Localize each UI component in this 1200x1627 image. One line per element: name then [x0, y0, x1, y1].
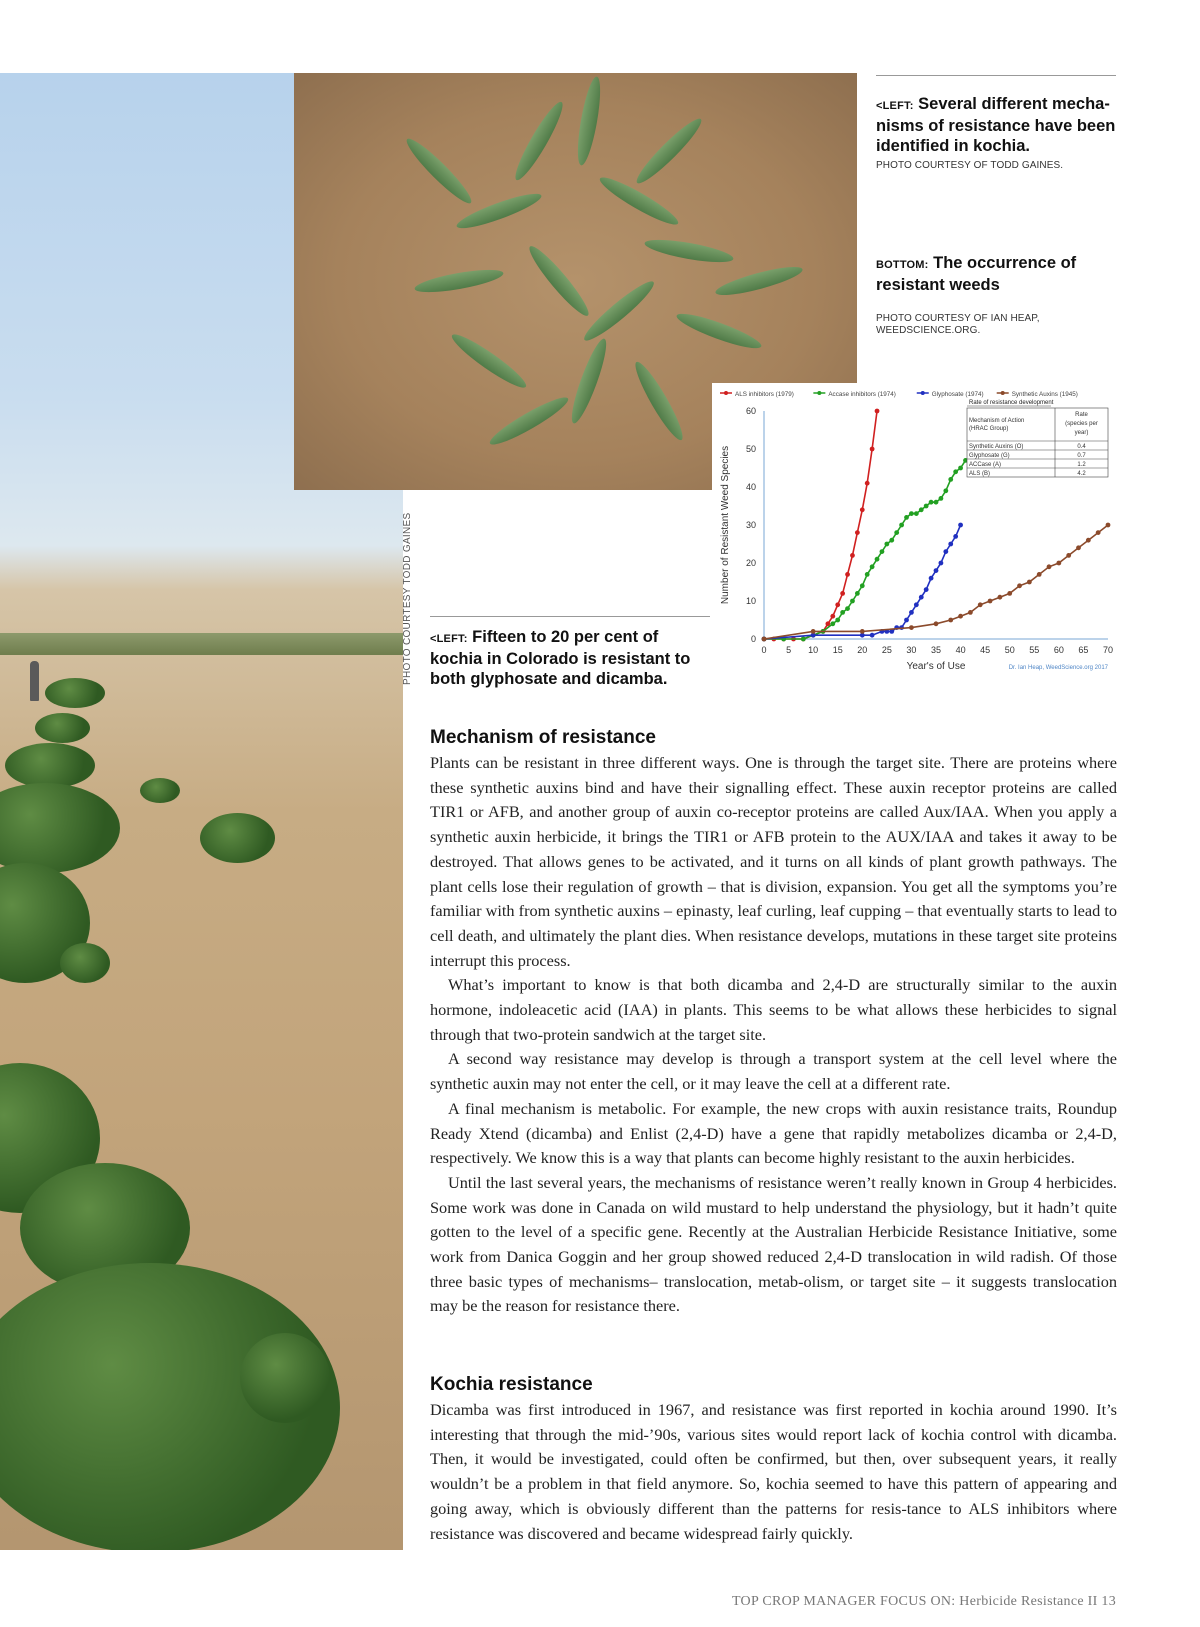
legend-label: ALS inhibitors (1979): [735, 391, 794, 398]
data-point: [855, 530, 860, 535]
data-point: [762, 637, 767, 642]
data-point: [850, 599, 855, 604]
inset-table-cell: 0.7: [1077, 453, 1086, 459]
x-tick-label: 35: [930, 645, 942, 655]
data-point: [1007, 591, 1012, 596]
data-point: [830, 614, 835, 619]
data-point: [884, 542, 889, 547]
data-point: [988, 599, 993, 604]
data-point: [943, 488, 948, 493]
data-point: [845, 572, 850, 577]
data-point: [939, 496, 944, 501]
caption-top-tag: <LEFT:: [876, 100, 914, 112]
data-point: [948, 477, 953, 482]
inset-table-header: Rate: [1075, 412, 1088, 418]
inset-table-cell: ACCase (A): [969, 462, 1002, 468]
x-tick-label: 55: [1029, 645, 1040, 655]
data-point: [929, 500, 934, 505]
data-point: [1027, 580, 1032, 585]
data-point: [860, 629, 865, 634]
x-tick-label: 5: [786, 645, 792, 655]
data-point: [894, 530, 899, 535]
section-body-kochia: [430, 1398, 1117, 1546]
x-tick-label: 15: [832, 645, 843, 655]
kochia-bush: [5, 743, 95, 788]
caption-top-credit: PHOTO COURTESY OF TODD GAINES.: [876, 160, 1064, 171]
x-tick-label: 20: [857, 645, 868, 655]
data-point: [919, 507, 924, 512]
data-point: [934, 568, 939, 573]
data-point: [953, 534, 958, 539]
x-tick-label: 70: [1102, 645, 1114, 655]
data-point: [943, 549, 948, 554]
caption-bottom-credit: [876, 313, 1116, 337]
data-point: [870, 564, 875, 569]
data-point: [939, 561, 944, 566]
data-point: [929, 576, 934, 581]
data-point: [1066, 553, 1071, 558]
data-point: [909, 610, 914, 615]
kochia-bush: [200, 813, 275, 863]
x-tick-label: 45: [980, 645, 991, 655]
legend-marker: [921, 391, 925, 395]
data-point: [880, 549, 885, 554]
data-point: [948, 618, 953, 623]
chart-source: Dr. Ian Heap, WeedScience.org 2017: [1008, 665, 1108, 671]
data-point: [904, 515, 909, 520]
caption-bottom-credit-line1: PHOTO COURTESY OF IAN HEAP,: [876, 313, 1040, 324]
inset-table-header: (species per: [1065, 421, 1098, 427]
plant-leaf: [510, 98, 569, 184]
data-point: [948, 542, 953, 547]
data-point: [978, 602, 983, 607]
plant-leaf: [573, 75, 604, 166]
legend-marker: [1001, 391, 1005, 395]
data-point: [865, 481, 870, 486]
inset-table-header: (HRAC Group): [969, 426, 1009, 432]
inset-table-header: year): [1074, 430, 1089, 436]
data-point: [914, 511, 919, 516]
data-point: [870, 633, 875, 638]
x-axis-label: Year's of Use: [906, 661, 966, 672]
data-point: [919, 595, 924, 600]
inset-table-cell: Synthetic Auxins (O): [969, 444, 1024, 450]
x-tick-label: 0: [761, 645, 767, 655]
data-point: [889, 538, 894, 543]
caption-field-tag: <LEFT:: [430, 633, 468, 645]
y-axis-label: Number of Resistant Weed Species: [720, 445, 731, 605]
person-figure: [30, 661, 39, 701]
paragraph: Dicamba was first introduced in 1967, and resistance was first reported in kochia around 1990. It’s interesting that through the mid-’90s, various sites would report lack of kochia control with dicamba. Then, it would be investigated, could often be confirmed, but then, over subsequent years, it really wouldn’t be a problem in that field anymore. So, kochia seemed to have this pattern of appearing and going away, which is obviously different than the patterns for resis-tance to ALS inhibitors where resistance was discovered and became widespread fairly quickly.: [430, 1400, 1117, 1543]
y-tick-label: 40: [745, 482, 756, 492]
legend-label: Synthetic Auxins (1945): [1011, 391, 1078, 398]
inset-table-cell: Glyphosate (G): [969, 453, 1010, 459]
field-horizon: [0, 633, 403, 655]
plant-leaf: [643, 235, 734, 266]
caption-field-text: Fifteen to 20 per cent of kochia in Colorado is resistant to both glyphosate and dicamba.: [430, 628, 691, 688]
plant-leaf: [524, 241, 594, 320]
x-tick-label: 60: [1053, 645, 1064, 655]
data-point: [801, 637, 806, 642]
legend-label: Glyphosate (1974): [931, 391, 984, 398]
page-footer: TOP CROP MANAGER FOCUS ON: Herbicide Resistance II 13: [731, 1594, 1116, 1609]
plant-leaf: [632, 114, 707, 189]
inset-table-cell: 1.2: [1077, 462, 1086, 468]
data-point: [1047, 564, 1052, 569]
data-point: [875, 409, 880, 414]
y-tick-label: 20: [745, 558, 756, 568]
x-tick-label: 25: [881, 645, 892, 655]
plant-leaf: [413, 265, 504, 296]
caption-bottom-tag: BOTTOM:: [876, 259, 929, 271]
inset-table-cell: 4.2: [1077, 471, 1086, 477]
data-point: [855, 591, 860, 596]
plant-leaf: [566, 336, 612, 426]
plant-leaf: [713, 262, 804, 301]
kochia-bush: [45, 678, 105, 708]
paragraph: A final mechanism is metabolic. For example, the new crops with auxin resistance traits, Roundup Ready Xtend (dicamba) and Enlist (2,4-D) have a gene that rapidly metabolizes dicamba or 2,4-D, respectively. We know this is a way that plants can become highly resistant to the auxin herbicides.: [430, 1098, 1117, 1168]
plant-leaf: [402, 134, 477, 209]
data-point: [860, 583, 865, 588]
plant-leaf: [486, 392, 572, 451]
paragraph: A second way resistance may develop is through a transport system at the cell level where the synthetic auxin may not enter the cell, or it may leave the cell at a different rate.: [430, 1049, 1117, 1094]
section-heading-mechanism: Mechanism of resistance: [430, 727, 656, 748]
data-point: [904, 618, 909, 623]
inset-table-header: Mechanism of Action: [969, 418, 1025, 424]
caption-rule-field: [430, 616, 710, 617]
plant-leaf: [448, 329, 531, 394]
paragraph: Plants can be resistant in three different ways. One is through the target site. There are proteins where these synthetic auxins bind and have their signalling effect. These auxin receptor proteins are called TIR1 or AFB, and another group of auxin co-receptor proteins are called Aux/IAA. When you apply a synthetic auxin herbicide, it brings the TIR1 or AFB protein to the AUX/IAA and takes it away to be destroyed. That allows genes to be activated, and it turns on all kinds of plant growth pathways. The plant cells lose their regulation of growth – that is division, expansion. You get all the symptoms you’re familiar with from synthetic auxins – epinasty, leaf curling, leaf cupping – that eventually starts to lead to cell death, and ultimately the plant dies. When resistance develops, mutations in these target site proteins interrupt this process.: [430, 753, 1117, 970]
resistance-chart: [712, 383, 1116, 685]
inset-table-cell: ALS (B): [969, 471, 991, 477]
data-point: [1086, 538, 1091, 543]
data-point: [934, 621, 939, 626]
caption-bottom-credit-line2: WEEDSCIENCE.ORG.: [876, 325, 981, 336]
plant-leaf: [674, 308, 764, 354]
data-point: [835, 618, 840, 623]
data-point: [924, 587, 929, 592]
caption-field: [430, 627, 700, 689]
data-point: [924, 504, 929, 509]
data-point: [811, 629, 816, 634]
legend-label: Accase inhibitors (1974): [828, 391, 896, 398]
inset-table-cell: 0.4: [1077, 444, 1086, 450]
series-line: [764, 411, 877, 639]
data-point: [850, 553, 855, 558]
data-point: [953, 469, 958, 474]
data-point: [845, 606, 850, 611]
y-tick-label: 50: [745, 444, 756, 454]
data-point: [840, 591, 845, 596]
x-tick-label: 30: [906, 645, 917, 655]
field-photo-credit: [400, 512, 420, 685]
data-point: [1056, 561, 1061, 566]
data-point: [968, 610, 973, 615]
data-point: [830, 621, 835, 626]
kochia-bush: [240, 1333, 330, 1423]
data-point: [909, 511, 914, 516]
data-point: [997, 595, 1002, 600]
kochia-bush: [35, 713, 90, 743]
caption-rule-top: [876, 75, 1116, 76]
data-point: [958, 614, 963, 619]
x-tick-label: 50: [1004, 645, 1015, 655]
caption-top: [876, 94, 1116, 156]
data-point: [865, 572, 870, 577]
y-tick-label: 10: [745, 596, 756, 606]
paragraph: What’s important to know is that both dicamba and 2,4-D are structurally similar to the auxin hormone, indoleacetic acid (IAA) in plants. This seems to be what allows these herbicides to signal through that two-protein sandwich at the target site.: [430, 975, 1117, 1044]
x-tick-label: 65: [1078, 645, 1089, 655]
x-tick-label: 10: [808, 645, 819, 655]
plant-leaf: [630, 358, 689, 444]
data-point: [840, 610, 845, 615]
kochia-bush: [60, 943, 110, 983]
data-point: [1017, 583, 1022, 588]
data-point: [958, 466, 963, 471]
data-point: [875, 557, 880, 562]
paragraph: Until the last several years, the mechanisms of resistance weren’t really known in Group 4 herbicides. Some work was done in Canada on wild mustard to help understand the physiology, but it hadn’t quite gotten to the level of a specific gene. Recently at the Australian Herbicide Resistance Initiative, some work from Danica Goggin and her group showed reduced 2,4-D translocation in wild radish. Of those three basic types of mechanisms– translocation, metab-olism, or target site – it suggests translocation may be the reason for resistance there.: [430, 1172, 1117, 1316]
legend-marker: [724, 391, 728, 395]
kochia-bush: [140, 778, 180, 803]
data-point: [835, 602, 840, 607]
data-point: [1096, 530, 1101, 535]
caption-bottom: [876, 253, 1116, 295]
data-point: [909, 625, 914, 630]
inset-table-title: Rate of resistance development: [969, 400, 1054, 406]
field-photo-credit-text: PHOTO COURTESY TODD GAINES: [402, 512, 413, 685]
data-point: [958, 523, 963, 528]
data-point: [860, 507, 865, 512]
series-line: [764, 525, 961, 639]
y-tick-label: 60: [745, 406, 756, 416]
chart-svg: [712, 383, 1116, 685]
data-point: [899, 523, 904, 528]
data-point: [1037, 572, 1042, 577]
caption-top-text: Several different mecha-nisms of resistance have been identified in kochia.: [876, 95, 1116, 155]
x-tick-label: 40: [955, 645, 966, 655]
section-body-mechanism: [430, 751, 1117, 1319]
data-point: [870, 447, 875, 452]
y-tick-label: 0: [750, 634, 756, 644]
legend-marker: [817, 391, 821, 395]
plant-leaf: [579, 276, 658, 346]
section-heading-kochia: Kochia resistance: [430, 1374, 593, 1395]
y-tick-label: 30: [745, 520, 756, 530]
data-point: [1106, 523, 1111, 528]
kochia-bush: [0, 783, 120, 873]
data-point: [914, 602, 919, 607]
caption-bottom-text: The occurrence of resistant weeds: [876, 254, 1077, 294]
data-point: [934, 500, 939, 505]
data-point: [1076, 545, 1081, 550]
